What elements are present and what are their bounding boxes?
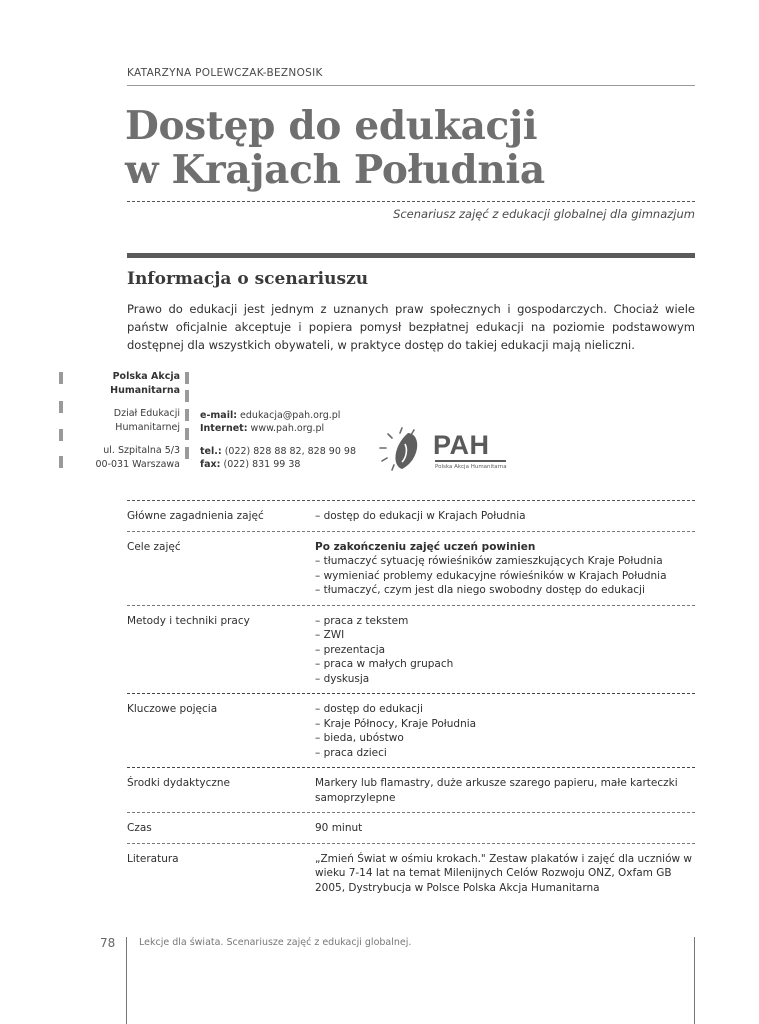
margin-mark bbox=[185, 390, 189, 402]
list-item: – dostęp do edukacji w Krajach Południa bbox=[315, 510, 526, 522]
logo-text: PAH bbox=[433, 430, 490, 460]
row-label: Literatura bbox=[127, 852, 179, 865]
list-item: – prezentacja bbox=[315, 643, 386, 656]
row-value: „Zmień Świat w ośmiu krokach." Zestaw plakatów i zajęć dla uczniów w wieku 7-14 lat na temat Milenijnych Celów Rozwoju ONZ, Oxfam GB 2005, Dystrybucja w Polsce Polska Akcja Humanitarna bbox=[315, 852, 693, 894]
list-item: – Kraje Północy, Kraje Południa bbox=[315, 717, 477, 730]
intro-paragraph: Prawo do edukacji jest jednym z uznanych praw społecznych i gospodarczych. Chociaż wiele państw oficjalnie akceptuje i popiera pomysł bezpłatnej edukacji na poziomie podstawowym dostępnej dla wszystkich obywateli, w praktyce dostęp do takiej edukacji mają nieliczni. bbox=[127, 302, 695, 352]
row-label: Czas bbox=[127, 822, 152, 834]
footer-left-line bbox=[126, 937, 127, 1024]
organization-info bbox=[60, 370, 180, 481]
page-number: 78 bbox=[100, 936, 116, 950]
row-label: Metody i techniki pracy bbox=[127, 614, 250, 627]
subtitle: Scenariusz zajęć z edukacji globalnej dla gimnazjum bbox=[393, 207, 695, 221]
row-label: Środki dydaktyczne bbox=[127, 777, 230, 789]
logo-caption: Polska Akcja Humanitarna bbox=[435, 464, 507, 470]
margin-mark bbox=[185, 428, 189, 440]
contact-info bbox=[200, 409, 356, 471]
scenario-info-table bbox=[127, 500, 695, 902]
row-value bbox=[315, 509, 695, 524]
list-item: – dyskusja bbox=[315, 672, 370, 685]
table-row bbox=[127, 694, 695, 768]
goals-lead: Po zakończeniu zajęć uczeń powinien bbox=[315, 540, 536, 553]
margin-mark bbox=[185, 447, 189, 459]
org-address: ul. Szpitalna 5/3 00-031 Warszawa bbox=[95, 445, 180, 470]
section-heading: Informacja o scenariuszu bbox=[127, 269, 369, 289]
title-divider bbox=[127, 201, 695, 202]
fax-line: fax: (022) 831 99 38 bbox=[200, 459, 301, 470]
org-name: Polska Akcja Humanitarna bbox=[110, 371, 180, 396]
list-item: – tłumaczyć, czym jest dla niego swobodny dostęp do edukacji bbox=[315, 584, 645, 596]
email-line: e-mail: edukacja@pah.org.pl bbox=[200, 410, 341, 421]
row-value bbox=[315, 540, 695, 598]
table-row bbox=[127, 813, 695, 844]
pah-logo bbox=[378, 424, 510, 476]
list-item: – wymieniać problemy edukacyjne rówieśników w Krajach Południa bbox=[315, 569, 667, 582]
list-item: – praca z tekstem bbox=[315, 614, 409, 627]
page-title bbox=[125, 104, 545, 192]
table-row bbox=[127, 606, 695, 695]
row-value: Markery lub flamastry, duże arkusze szarego papieru, małe karteczki samoprzylepne bbox=[315, 777, 678, 804]
header-rule bbox=[127, 85, 695, 86]
list-item: – tłumaczyć sytuację rówieśników zamieszkujących Kraje Południa bbox=[315, 555, 663, 567]
footer-right-line bbox=[694, 937, 695, 1024]
margin-mark bbox=[185, 409, 189, 421]
row-label: Cele zajęć bbox=[127, 540, 181, 553]
author-name: KATARZYNA POLEWCZAK-BEZNOSIK bbox=[127, 67, 323, 79]
table-row bbox=[127, 532, 695, 606]
section-rule bbox=[127, 253, 695, 258]
row-value bbox=[315, 702, 695, 760]
margin-mark bbox=[185, 372, 189, 384]
internet-line: Internet: www.pah.org.pl bbox=[200, 423, 325, 434]
list-item: – dostęp do edukacji bbox=[315, 703, 423, 715]
title-line-2: w Krajach Południa bbox=[125, 147, 545, 193]
tel-line: tel.: (022) 828 88 82, 828 90 98 bbox=[200, 446, 356, 457]
website-link[interactable]: www.pah.org.pl bbox=[250, 423, 325, 434]
logo-underline bbox=[435, 460, 506, 462]
table-row bbox=[127, 500, 695, 532]
list-item: – praca dzieci bbox=[315, 746, 387, 759]
list-item: – praca w małych grupach bbox=[315, 658, 454, 670]
table-row bbox=[127, 768, 695, 813]
email-link[interactable]: edukacja@pah.org.pl bbox=[240, 410, 341, 421]
list-item: – ZWI bbox=[315, 629, 345, 641]
footer-text: Lekcje dla świata. Scenariusze zajęć z edukacji globalnej. bbox=[139, 937, 412, 948]
table-row bbox=[127, 844, 695, 903]
list-item: – bieda, ubóstwo bbox=[315, 732, 404, 744]
title-line-1: Dostęp do edukacji bbox=[125, 103, 538, 149]
row-value: 90 minut bbox=[315, 822, 363, 834]
org-department: Dział Edukacji Humanitarnej bbox=[113, 408, 180, 433]
row-label: Główne zagadnienia zajęć bbox=[127, 510, 264, 522]
row-value bbox=[315, 614, 695, 687]
row-label: Kluczowe pojęcia bbox=[127, 703, 218, 715]
